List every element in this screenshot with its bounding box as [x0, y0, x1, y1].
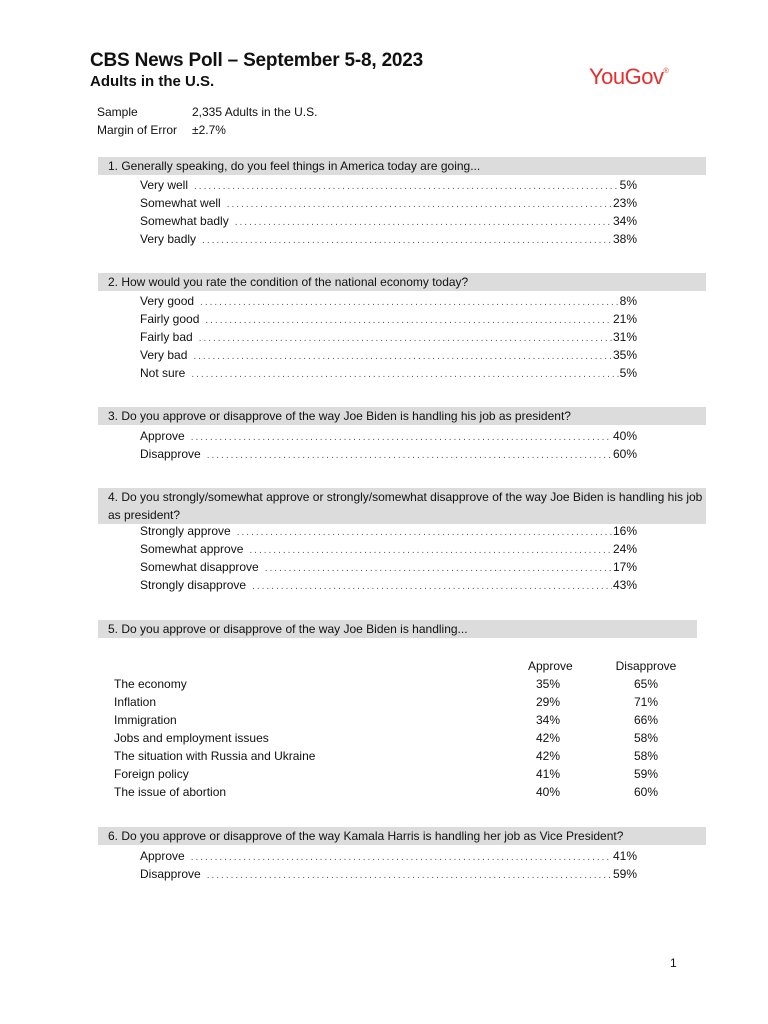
- row-label: The issue of abortion: [114, 785, 227, 799]
- logo-text: YouGov: [589, 64, 664, 89]
- table-row: [114, 783, 684, 801]
- answer-value: 5%: [619, 178, 637, 192]
- dot-leader: [202, 232, 612, 250]
- answer-row: [140, 346, 637, 364]
- answer-label: Very good: [140, 294, 195, 308]
- question-4-bar: [98, 488, 706, 524]
- answer-value: 60%: [612, 447, 637, 461]
- answer-row: [140, 576, 637, 594]
- answer-row: [140, 427, 637, 445]
- answer-row: [140, 558, 637, 576]
- question-6-bar: 6. Do you approve or disapprove of the way Kamala Harris is handling her job as Vice President?: [98, 827, 706, 845]
- table-header: [114, 657, 684, 675]
- answer-value: 8%: [619, 294, 637, 308]
- table-row: [114, 675, 684, 693]
- answer-label: Somewhat disapprove: [140, 560, 259, 574]
- table-row: [114, 711, 684, 729]
- dot-leader: [207, 447, 612, 465]
- question-1-bar: 1. Generally speaking, do you feel things in America today are going...: [98, 157, 706, 175]
- sample-value: 2,335 Adults in the U.S.: [192, 105, 318, 119]
- answer-value: 24%: [612, 542, 637, 556]
- disapprove-cell: 58%: [633, 731, 659, 745]
- table-row: [114, 747, 684, 765]
- page-title: CBS News Poll – September 5-8, 2023: [90, 50, 424, 71]
- page-subtitle: Adults in the U.S.: [90, 73, 215, 90]
- answer-row: [140, 328, 637, 346]
- disapprove-cell: 66%: [633, 713, 659, 727]
- approve-cell: 29%: [535, 695, 561, 709]
- sample-line: [97, 105, 317, 119]
- moe-value: ±2.7%: [192, 123, 226, 137]
- approve-cell: 35%: [535, 677, 561, 691]
- dot-leader: [252, 578, 612, 596]
- margin-of-error-line: [97, 123, 226, 137]
- answer-label: Strongly disapprove: [140, 578, 247, 592]
- row-label: Jobs and employment issues: [114, 731, 269, 745]
- answer-row: [140, 176, 637, 194]
- answer-row: [140, 194, 637, 212]
- sample-label: Sample: [97, 105, 138, 119]
- disapprove-cell: 71%: [633, 695, 659, 709]
- col-disapprove-header: Disapprove: [615, 659, 677, 673]
- disapprove-cell: 59%: [633, 767, 659, 781]
- answer-label: Not sure: [140, 366, 186, 380]
- answer-value: 23%: [612, 196, 637, 210]
- answer-row: [140, 865, 637, 883]
- answer-value: 41%: [612, 849, 637, 863]
- disapprove-cell: 65%: [633, 677, 659, 691]
- dot-leader: [191, 366, 618, 384]
- answer-label: Somewhat badly: [140, 214, 229, 228]
- answer-row: [140, 522, 637, 540]
- answer-value: 43%: [612, 578, 637, 592]
- approve-cell: 40%: [535, 785, 561, 799]
- answer-value: 59%: [612, 867, 637, 881]
- answer-label: Very well: [140, 178, 189, 192]
- question-2-bar: 2. How would you rate the condition of the national economy today?: [98, 273, 706, 291]
- answer-row: [140, 292, 637, 310]
- row-label: The situation with Russia and Ukraine: [114, 749, 316, 763]
- answer-value: 34%: [612, 214, 637, 228]
- answer-label: Somewhat approve: [140, 542, 244, 556]
- answer-value: 17%: [612, 560, 637, 574]
- row-label: The economy: [114, 677, 187, 691]
- page-number: 1: [670, 956, 677, 970]
- answer-label: Disapprove: [140, 867, 201, 881]
- answer-row: [140, 847, 637, 865]
- question-4-line-2: as president?: [108, 508, 181, 522]
- answer-row: [140, 540, 637, 558]
- answer-value: 35%: [612, 348, 637, 362]
- dot-leader: [207, 867, 612, 885]
- answer-value: 16%: [612, 524, 637, 538]
- answer-row: [140, 212, 637, 230]
- row-label: Inflation: [114, 695, 157, 709]
- answer-label: Approve: [140, 429, 185, 443]
- answer-label: Strongly approve: [140, 524, 231, 538]
- answer-value: 5%: [619, 366, 637, 380]
- approve-cell: 34%: [535, 713, 561, 727]
- yougov-logo: [589, 64, 668, 90]
- answer-label: Fairly good: [140, 312, 200, 326]
- moe-label: Margin of Error: [97, 123, 178, 137]
- question-4-line-1: 4. Do you strongly/somewhat approve or strongly/somewhat disapprove of the way Joe Biden is handling his job: [108, 490, 703, 504]
- answer-label: Very bad: [140, 348, 188, 362]
- col-approve-header: Approve: [528, 659, 573, 673]
- approve-cell: 42%: [535, 749, 561, 763]
- table-row: [114, 693, 684, 711]
- row-label: Foreign policy: [114, 767, 189, 781]
- approve-cell: 41%: [535, 767, 561, 781]
- answer-label: Approve: [140, 849, 185, 863]
- answer-label: Somewhat well: [140, 196, 221, 210]
- question-5-bar: 5. Do you approve or disapprove of the way Joe Biden is handling...: [98, 620, 697, 638]
- disapprove-cell: 58%: [633, 749, 659, 763]
- row-label: Immigration: [114, 713, 177, 727]
- answer-value: 21%: [612, 312, 637, 326]
- answer-row: [140, 445, 637, 463]
- logo-registered-mark: ®: [663, 68, 669, 75]
- answer-label: Disapprove: [140, 447, 201, 461]
- answer-value: 31%: [612, 330, 637, 344]
- answer-row: [140, 310, 637, 328]
- answer-row: [140, 364, 637, 382]
- table-row: [114, 765, 684, 783]
- approve-cell: 42%: [535, 731, 561, 745]
- answer-label: Fairly bad: [140, 330, 193, 344]
- question-3-bar: 3. Do you approve or disapprove of the way Joe Biden is handling his job as president?: [98, 407, 706, 425]
- table-row: [114, 729, 684, 747]
- answer-value: 38%: [612, 232, 637, 246]
- disapprove-cell: 60%: [633, 785, 659, 799]
- answer-label: Very badly: [140, 232, 197, 246]
- answer-row: [140, 230, 637, 248]
- answer-value: 40%: [612, 429, 637, 443]
